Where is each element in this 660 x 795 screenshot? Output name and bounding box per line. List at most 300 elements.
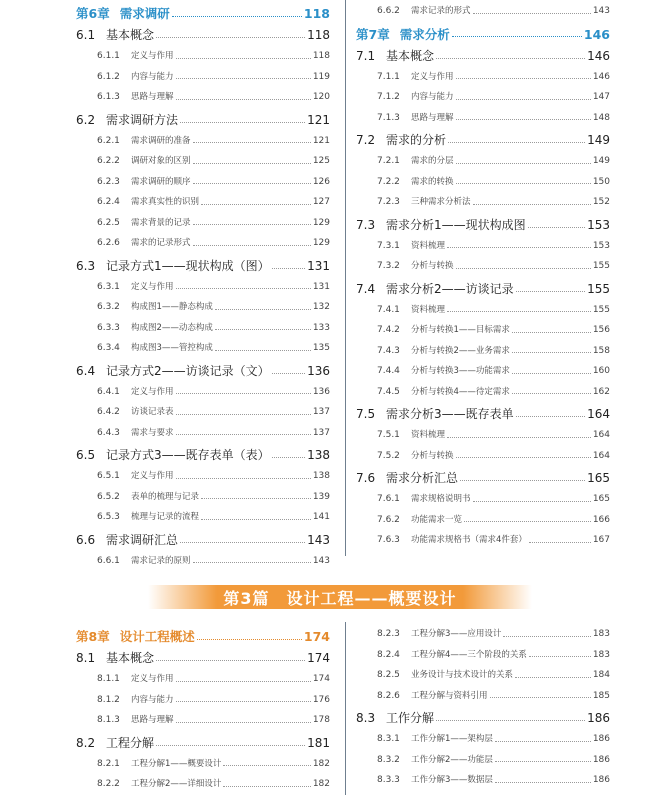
toc-subsection-entry: [356, 627, 610, 639]
entry-number: 8.1.3: [97, 715, 120, 725]
entry-title: 工程分解与资料引用: [411, 690, 488, 701]
entry-title: 分析与转换1——目标需求: [411, 325, 510, 335]
toc-subsection-entry: [356, 385, 610, 397]
toc-subsection-entry: [76, 777, 330, 789]
toc-subsection-entry: [76, 216, 330, 228]
entry-number: 8.1: [76, 651, 96, 665]
toc-subsection-entry: [356, 154, 610, 166]
entry-number: 8.1.1: [97, 674, 120, 684]
entry-title: 内容与能力: [131, 694, 174, 705]
toc-section-entry: [76, 531, 330, 548]
entry-page-number: 136: [307, 363, 330, 378]
leader-dots: [156, 660, 305, 661]
entry-title: 构成图3——管控构成: [131, 343, 213, 353]
toc-subsection-entry: [356, 773, 610, 785]
toc-section-entry: [356, 216, 610, 233]
toc-subsection-entry: [76, 236, 330, 248]
toc-subsection-entry: [76, 300, 330, 312]
entry-number: 8.3.1: [377, 734, 400, 744]
toc-subsection-entry: [356, 668, 610, 680]
toc-subsection-entry: [76, 70, 330, 82]
toc-subsection-entry: [76, 693, 330, 705]
entry-page-number: 146: [587, 48, 610, 63]
entry-page-number: 118: [307, 28, 330, 42]
entry-title: 思路与理解: [411, 112, 454, 123]
entry-title: 功能需求一览: [411, 514, 463, 525]
entry-number: 6.2.1: [97, 135, 120, 146]
column-divider-lower: [345, 622, 346, 795]
entry-page-number: 139: [312, 491, 330, 502]
leader-dots: [456, 99, 591, 100]
entry-title: 工程分解2——详细设计: [131, 779, 222, 789]
toc-chapter-entry: [76, 4, 330, 22]
toc-section-entry: [356, 709, 610, 726]
entry-number: 6.1.2: [97, 71, 120, 82]
entry-title: 分析与转换: [411, 261, 454, 271]
entry-title: 工程分解4——三个阶段的关系: [411, 649, 527, 660]
entry-page-number: 167: [592, 535, 610, 545]
entry-number: 6.3.1: [97, 281, 120, 292]
entry-page-number: 164: [592, 450, 610, 461]
toc-subsection-entry: [356, 90, 610, 102]
entry-title: 定义与作用: [131, 386, 174, 397]
entry-title: 调研对象的区别: [131, 156, 191, 166]
entry-page-number: 153: [592, 240, 610, 251]
entry-number: 8.3.3: [377, 775, 400, 785]
leader-dots: [180, 122, 305, 123]
entry-number: 6.4.3: [97, 427, 120, 438]
entry-page-number: 181: [307, 735, 330, 750]
entry-number: 7.5.2: [377, 450, 400, 461]
entry-page-number: 162: [592, 386, 610, 397]
entry-page-number: 146: [592, 71, 610, 82]
toc-subsection-entry: [76, 426, 330, 438]
entry-number: 7.3: [356, 217, 376, 232]
leader-dots: [201, 519, 311, 520]
entry-number: 7.6.3: [377, 535, 400, 545]
toc-subsection-entry: [356, 195, 610, 207]
leader-dots: [456, 163, 591, 164]
entry-number: 7.5: [356, 407, 376, 421]
entry-title: 需求调研方法: [106, 112, 179, 127]
leader-dots: [473, 13, 591, 14]
leader-dots: [436, 720, 585, 721]
entry-number: 6.2.5: [97, 217, 120, 228]
toc-chapter-entry: [356, 25, 610, 43]
entry-title: 定义与作用: [131, 471, 174, 481]
entry-number: 6.2: [76, 112, 96, 127]
entry-page-number: 148: [592, 112, 610, 123]
toc-section-entry: [76, 446, 330, 463]
toc-subsection-entry: [76, 280, 330, 292]
entry-number: 8.2.3: [377, 629, 400, 639]
leader-dots: [512, 373, 591, 374]
entry-title: 定义与作用: [411, 71, 454, 82]
entry-title: 分析与转换4——待定需求: [411, 386, 510, 397]
toc-subsection-entry: [356, 303, 610, 315]
leader-dots: [529, 542, 591, 543]
entry-number: 6.3.3: [97, 322, 120, 333]
entry-number: 7.6.2: [377, 514, 400, 525]
entry-page-number: 132: [312, 302, 330, 312]
entry-page-number: 129: [312, 238, 330, 248]
leader-dots: [473, 501, 591, 502]
entry-page-number: 160: [592, 366, 610, 376]
toc-subsection-entry: [356, 492, 610, 504]
entry-page-number: 183: [592, 649, 610, 660]
leader-dots: [456, 119, 591, 120]
leader-dots: [193, 562, 311, 563]
entry-number: 8.2.1: [97, 758, 120, 769]
entry-number: 8.1.2: [97, 694, 120, 705]
leader-dots: [436, 58, 585, 59]
entry-title: 三种需求分析法: [411, 197, 471, 207]
toc-section-entry: [356, 280, 610, 297]
entry-page-number: 166: [592, 514, 610, 525]
leader-dots: [193, 245, 311, 246]
entry-title: 需求真实性的识别: [131, 197, 200, 207]
entry-title: 分析与转换3——功能需求: [411, 366, 510, 376]
entry-title: 工程分解3——应用设计: [411, 629, 502, 639]
toc-subsection-entry: [356, 689, 610, 701]
entry-title: 需求与要求: [131, 427, 174, 438]
toc-subsection-entry: [76, 385, 330, 397]
entry-page-number: 183: [592, 629, 610, 639]
leader-dots: [201, 498, 311, 499]
entry-number: 6.2.6: [97, 238, 120, 248]
entry-page-number: 149: [587, 133, 610, 147]
entry-number: 7.2.3: [377, 197, 400, 207]
entry-title: 资料梳理: [411, 430, 446, 440]
toc-subsection-entry: [356, 648, 610, 660]
entry-title: 分析与转换: [411, 450, 454, 461]
entry-title: 梳理与记录的流程: [131, 512, 200, 522]
entry-number: 6.4.1: [97, 386, 120, 397]
entry-title: 需求的分层: [411, 156, 454, 166]
entry-number: 7.2: [356, 133, 376, 147]
toc-subsection-entry: [356, 449, 610, 461]
entry-page-number: 182: [312, 779, 330, 789]
toc-subsection-entry: [76, 175, 330, 187]
leader-dots: [193, 224, 311, 225]
leader-dots: [176, 288, 311, 289]
entry-page-number: 118: [303, 6, 330, 21]
leader-dots: [272, 457, 305, 458]
entry-number: 6.2.3: [97, 176, 120, 187]
entry-title: 定义与作用: [131, 281, 174, 292]
entry-page-number: 120: [312, 92, 330, 102]
leader-dots: [193, 142, 311, 143]
entry-title: 基本概念: [386, 48, 435, 63]
entry-number: 7.1.1: [377, 71, 400, 82]
entry-page-number: 182: [312, 758, 330, 769]
toc-subsection-entry: [356, 732, 610, 744]
leader-dots: [176, 681, 311, 682]
entry-number: 8.2.6: [377, 690, 400, 701]
entry-number: 7.4.1: [377, 304, 400, 315]
entry-page-number: 118: [312, 51, 330, 61]
entry-title: 需求的分析: [386, 133, 447, 147]
leader-dots: [456, 457, 591, 458]
leader-dots: [197, 639, 302, 640]
toc-subsection-entry: [76, 490, 330, 502]
entry-number: 8.2.5: [377, 670, 400, 680]
entry-title: 工作分解3——数据层: [411, 775, 493, 785]
entry-title: 工程分解1——概要设计: [131, 758, 222, 769]
entry-title: 记录方式2——访谈记录（文）: [106, 363, 270, 378]
toc-subsection-entry: [356, 4, 610, 16]
entry-number: 7.2.2: [377, 176, 400, 187]
toc-chapter-entry: [76, 627, 330, 645]
entry-number: 8.3.2: [377, 754, 400, 765]
entry-title: 构成图2——动态构成: [131, 322, 213, 333]
toc-subsection-entry: [76, 469, 330, 481]
entry-page-number: 174: [312, 674, 330, 684]
entry-page-number: 186: [592, 754, 610, 765]
leader-dots: [495, 741, 591, 742]
entry-page-number: 149: [592, 156, 610, 166]
leader-dots: [272, 268, 305, 269]
entry-title: 需求分析3——既存表单: [386, 407, 514, 421]
entry-number: 6.2.4: [97, 197, 120, 207]
toc-subsection-entry: [356, 753, 610, 765]
leader-dots: [223, 765, 310, 766]
entry-number: 第8章: [76, 629, 110, 644]
entry-page-number: 186: [587, 711, 610, 725]
toc-subsection-entry: [356, 111, 610, 123]
leader-dots: [215, 309, 311, 310]
entry-page-number: 143: [312, 555, 330, 566]
entry-title: 需求调研汇总: [106, 532, 179, 547]
toc-section-entry: [76, 26, 330, 43]
leader-dots: [176, 478, 311, 479]
entry-title: 表单的梳理与记录: [131, 491, 200, 502]
entry-title: 资料梳理: [411, 240, 446, 251]
entry-title: 记录方式1——现状构成（图）: [106, 258, 270, 273]
toc-section-entry: [356, 469, 610, 486]
entry-title: 需求调研: [119, 6, 170, 21]
entry-number: 第6章: [76, 6, 110, 21]
entry-title: 工作分解2——功能层: [411, 754, 493, 765]
leader-dots: [495, 761, 591, 762]
entry-number: 6.4.2: [97, 407, 120, 417]
entry-page-number: 131: [312, 281, 330, 292]
entry-page-number: 158: [592, 345, 610, 356]
toc-subsection-entry: [76, 195, 330, 207]
entry-page-number: 176: [312, 694, 330, 705]
entry-number: 6.3.2: [97, 302, 120, 312]
entry-number: 6.2.2: [97, 156, 120, 166]
toc-subsection-entry: [356, 70, 610, 82]
entry-page-number: 186: [592, 775, 610, 785]
entry-page-number: 174: [307, 651, 330, 665]
entry-number: 6.1.3: [97, 92, 120, 102]
entry-title: 需求分析1——现状构成图: [386, 217, 526, 232]
entry-number: 6.4: [76, 363, 96, 378]
entry-page-number: 155: [587, 281, 610, 296]
toc-subsection-entry: [356, 513, 610, 525]
leader-dots: [176, 722, 311, 723]
entry-number: 7.4.4: [377, 366, 400, 376]
toc-subsection-entry: [76, 134, 330, 146]
entry-page-number: 143: [307, 532, 330, 547]
entry-title: 需求分析汇总: [386, 471, 459, 485]
leader-dots: [495, 782, 591, 783]
leader-dots: [176, 58, 311, 59]
toc-subsection-entry: [76, 757, 330, 769]
entry-page-number: 143: [592, 6, 610, 16]
entry-number: 8.2: [76, 735, 96, 750]
entry-page-number: 135: [312, 343, 330, 353]
leader-dots: [215, 329, 311, 330]
toc-subsection-entry: [76, 713, 330, 725]
entry-page-number: 137: [312, 407, 330, 417]
leader-dots: [176, 434, 311, 435]
leader-dots: [528, 227, 585, 228]
leader-dots: [473, 204, 591, 205]
leader-dots: [156, 37, 305, 38]
entry-page-number: 138: [307, 448, 330, 462]
entry-page-number: 152: [592, 197, 610, 207]
leader-dots: [503, 636, 590, 637]
entry-number: 6.3.4: [97, 343, 120, 353]
toc-subsection-entry: [76, 510, 330, 522]
entry-page-number: 133: [312, 322, 330, 333]
entry-page-number: 178: [312, 715, 330, 725]
entry-number: 6.1.1: [97, 51, 120, 61]
entry-page-number: 186: [592, 734, 610, 744]
entry-page-number: 121: [312, 135, 330, 146]
entry-title: 功能需求规格书（需求4件套）: [411, 535, 527, 545]
entry-number: 6.6.2: [377, 6, 400, 16]
leader-dots: [456, 183, 591, 184]
leader-dots: [516, 416, 585, 417]
entry-title: 基本概念: [106, 28, 155, 42]
entry-page-number: 165: [587, 471, 610, 485]
entry-page-number: 164: [592, 430, 610, 440]
entry-title: 需求的转换: [411, 176, 454, 187]
entry-number: 7.4.2: [377, 325, 400, 335]
entry-number: 7.1.3: [377, 112, 400, 123]
leader-dots: [529, 656, 591, 657]
toc-section-entry: [356, 405, 610, 422]
entry-title: 记录方式3——既存表单（表）: [106, 448, 270, 462]
entry-number: 6.5.3: [97, 512, 120, 522]
entry-page-number: 156: [592, 325, 610, 335]
toc-subsection-entry: [356, 175, 610, 187]
leader-dots: [176, 78, 311, 79]
entry-number: 6.1: [76, 28, 96, 42]
entry-title: 工程分解: [106, 735, 155, 750]
entry-number: 7.1.2: [377, 92, 400, 102]
toc-subsection-entry: [76, 49, 330, 61]
entry-title: 工作分解1——架构层: [411, 734, 493, 744]
entry-title: 访谈记录表: [131, 407, 174, 417]
entry-number: 6.6: [76, 532, 96, 547]
entry-page-number: 136: [312, 386, 330, 397]
leader-dots: [456, 268, 591, 269]
toc-subsection-entry: [356, 323, 610, 335]
leader-dots: [460, 480, 585, 481]
toc-subsection-entry: [356, 428, 610, 440]
entry-number: 第7章: [356, 26, 390, 42]
leader-dots: [215, 350, 311, 351]
entry-page-number: 185: [592, 690, 610, 701]
entry-title: 需求分析2——访谈记录: [386, 281, 514, 296]
entry-title: 定义与作用: [131, 51, 174, 61]
leader-dots: [448, 142, 585, 143]
leader-dots: [180, 542, 305, 543]
toc-subsection-entry: [76, 672, 330, 684]
part-banner: [148, 585, 532, 609]
entry-page-number: 174: [303, 629, 330, 644]
entry-title: 需求记录的形式: [411, 6, 471, 16]
entry-title: 思路与理解: [131, 715, 174, 725]
entry-number: 7.4.5: [377, 386, 400, 397]
toc-section-entry: [356, 47, 610, 64]
entry-page-number: 150: [592, 176, 610, 187]
entry-number: 8.3: [356, 711, 376, 725]
entry-number: 7.4: [356, 281, 376, 296]
leader-dots: [452, 36, 582, 37]
leader-dots: [516, 291, 585, 292]
entry-number: 7.3.1: [377, 240, 400, 251]
entry-title: 需求分析: [399, 26, 450, 42]
entry-page-number: 153: [587, 217, 610, 232]
leader-dots: [193, 163, 311, 164]
toc-section-entry: [76, 649, 330, 666]
entry-number: 7.3.2: [377, 261, 400, 271]
entry-title: 设计工程概述: [119, 629, 195, 644]
toc-section-entry: [76, 257, 330, 274]
entry-title: 需求记录的原则: [131, 555, 191, 566]
entry-page-number: 119: [312, 71, 330, 82]
toc-subsection-entry: [76, 554, 330, 566]
entry-page-number: 146: [583, 26, 610, 42]
entry-title: 分析与转换2——业务需求: [411, 345, 510, 356]
entry-title: 工作分解: [386, 711, 435, 725]
entry-title: 定义与作用: [131, 674, 174, 684]
entry-title: 需求调研的准备: [131, 135, 191, 146]
toc-section-entry: [76, 362, 330, 379]
toc-subsection-entry: [76, 321, 330, 333]
entry-number: 7.5.1: [377, 430, 400, 440]
entry-number: 6.5.1: [97, 471, 120, 481]
entry-title: 思路与理解: [131, 92, 174, 102]
leader-dots: [176, 414, 311, 415]
leader-dots: [176, 393, 311, 394]
entry-page-number: 127: [312, 197, 330, 207]
toc-subsection-entry: [76, 405, 330, 417]
entry-page-number: 129: [312, 217, 330, 228]
leader-dots: [515, 677, 591, 678]
entry-number: 6.5.2: [97, 491, 120, 502]
leader-dots: [456, 78, 591, 79]
entry-title: 内容与能力: [131, 71, 174, 82]
leader-dots: [447, 247, 591, 248]
entry-number: 6.6.1: [97, 555, 120, 566]
entry-number: 8.2.4: [377, 649, 400, 660]
toc-section-entry: [76, 734, 330, 751]
entry-page-number: 138: [312, 471, 330, 481]
leader-dots: [512, 352, 591, 353]
entry-number: 6.3: [76, 258, 96, 273]
leader-dots: [156, 745, 305, 746]
entry-page-number: 141: [312, 512, 330, 522]
entry-page-number: 155: [592, 261, 610, 271]
entry-title: 需求的记录形式: [131, 238, 191, 248]
leader-dots: [490, 697, 591, 698]
